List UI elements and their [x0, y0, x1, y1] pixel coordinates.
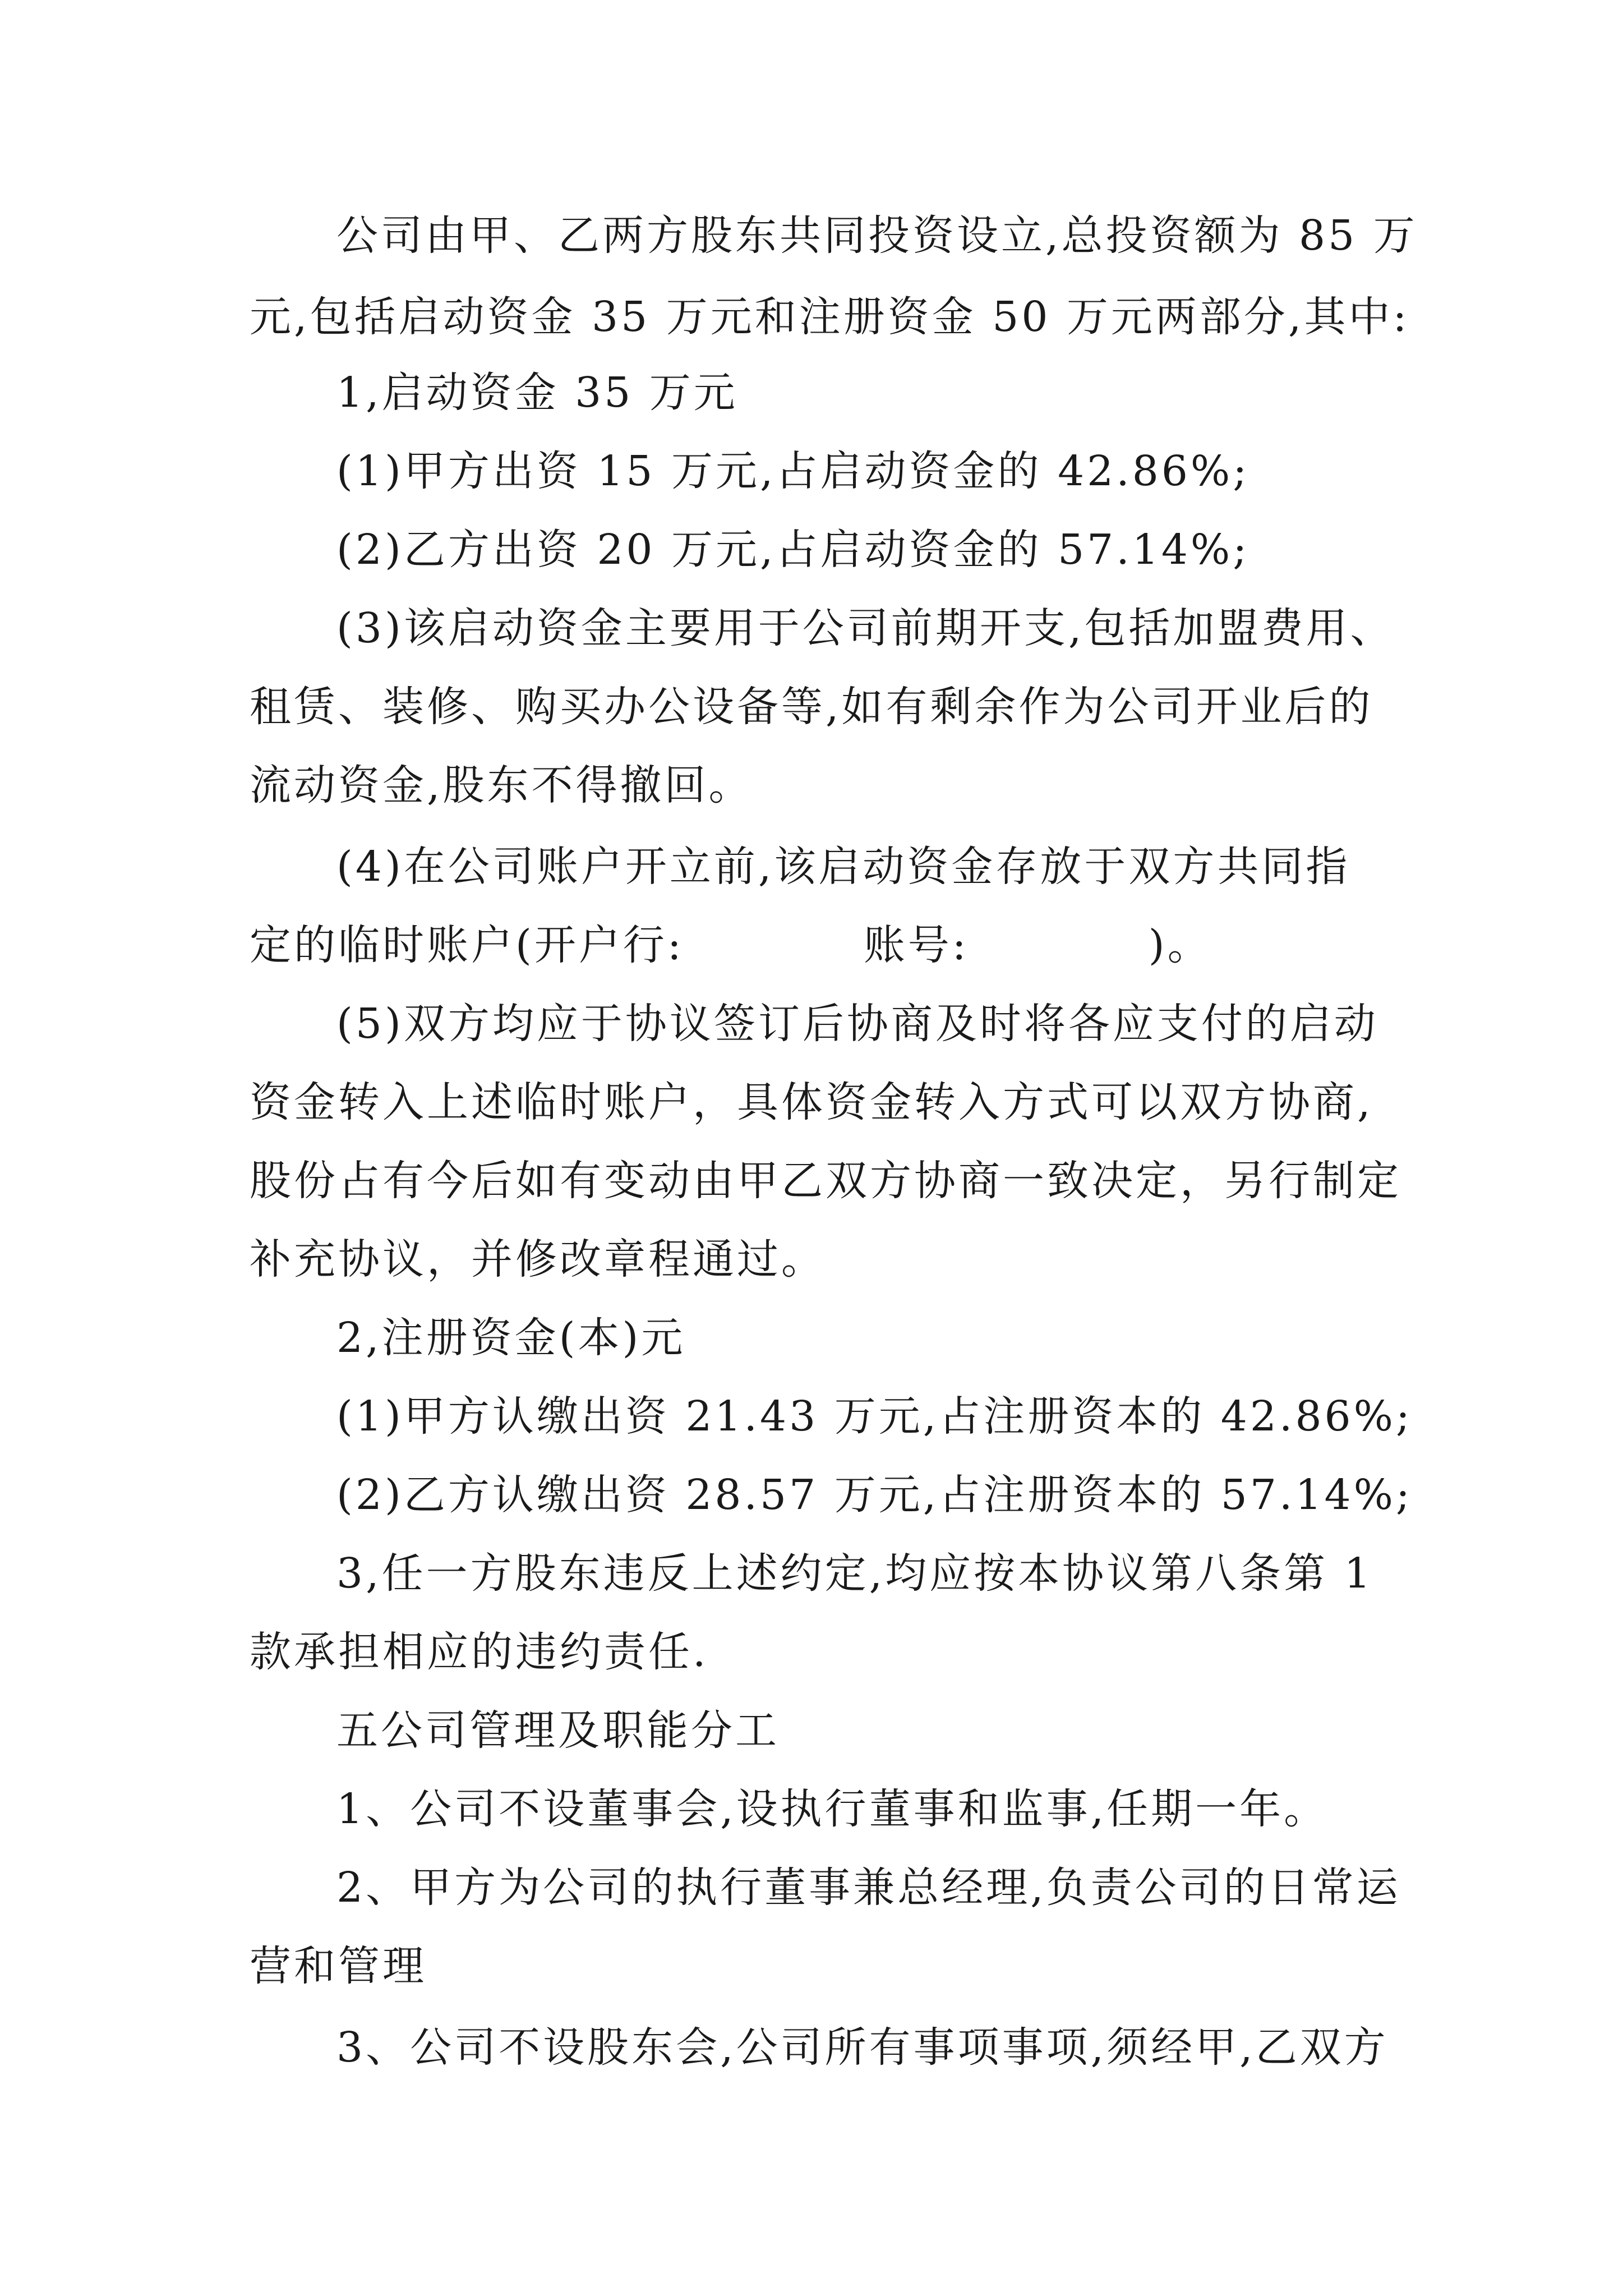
list-item: (5)双方均应于协议签订后协商及时将各应支付的启动 [336, 1000, 1378, 1048]
list-item: 2、甲方为公司的执行董事兼总经理,负责公司的日常运 [336, 1864, 1401, 1912]
paragraph-line [250, 917, 1212, 973]
list-item: 3,任一方股东违反上述约定,均应按本协议第八条第 1 [336, 1549, 1373, 1598]
list-item: (4)在公司账户开立前,该启动资金存放于双方共同指 [336, 843, 1350, 891]
paragraph-line: 租赁、装修、购买办公设备等,如有剩余作为公司开业后的 [250, 683, 1373, 731]
list-item: 3、公司不设股东会,公司所有事项事项,须经甲,乙双方 [336, 2023, 1389, 2072]
section-heading: 2,注册资金(本)元 [336, 1314, 686, 1362]
paragraph-line: 资金转入上述临时账户，具体资金转入方式可以双方协商, [250, 1078, 1373, 1126]
list-item: (1)甲方出资 15 万元,占启动资金的 42.86%; [336, 447, 1250, 495]
paragraph-line: 营和管理 [250, 1942, 427, 1990]
list-item: 1、公司不设董事会,设执行董事和监事,任期一年。 [336, 1785, 1329, 1833]
paragraph-line: 元,包括启动资金 35 万元和注册资金 50 万元两部分,其中: [250, 293, 1410, 341]
list-item: (3)该启动资金主要用于公司前期开支,包括加盟费用、 [336, 604, 1395, 652]
paragraph-line: 公司由甲、乙两方股东共同投资设立,总投资额为 85 万 [336, 211, 1418, 260]
list-item: (2)乙方出资 20 万元,占启动资金的 57.14%; [336, 526, 1250, 574]
account-close: )。 [1148, 921, 1212, 969]
paragraph-line: 流动资金,股东不得撤回。 [250, 761, 753, 809]
section-heading: 1,启动资金 35 万元 [336, 369, 738, 417]
list-item: (2)乙方认缴出资 28.57 万元,占注册资本的 57.14%; [336, 1471, 1413, 1519]
account-label: 账号: [863, 921, 969, 969]
paragraph-line: 股份占有今后如有变动由甲乙双方协商一致决定，另行制定 [250, 1157, 1401, 1205]
list-item: (1)甲方认缴出资 21.43 万元,占注册资本的 42.86%; [336, 1392, 1413, 1441]
section-heading: 五公司管理及职能分工 [336, 1706, 780, 1755]
paragraph-line: 补充协议，并修改章程通过。 [250, 1235, 826, 1283]
bank-label: 定的临时账户(开户行: [250, 921, 684, 969]
paragraph-line: 款承担相应的违约责任. [250, 1628, 709, 1676]
